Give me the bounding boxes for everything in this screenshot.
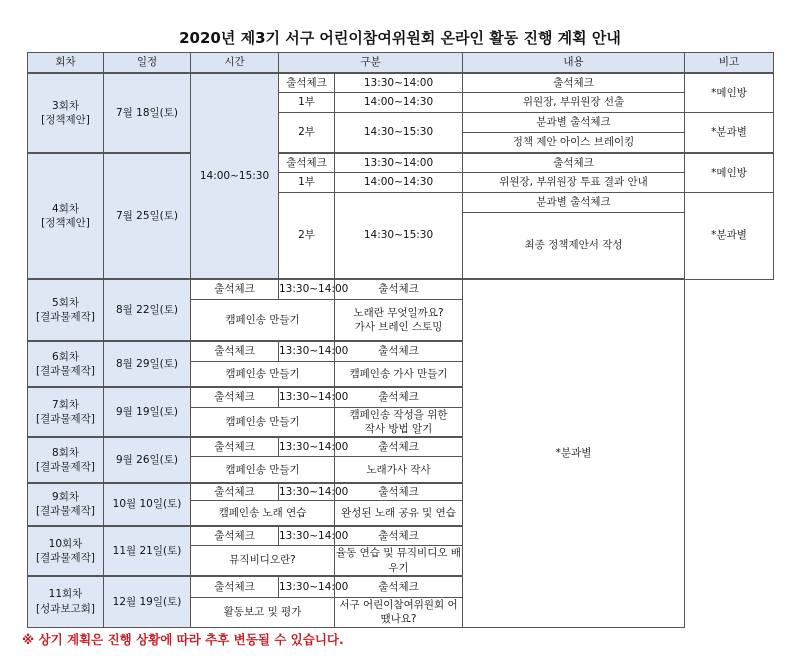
time-range-cell: 13:30~14:00 — [279, 576, 335, 598]
note-cell: *분과별 — [685, 112, 774, 153]
round-cell — [28, 483, 104, 526]
category-cell: 출석체크 — [191, 437, 279, 457]
content-cell: 출석체크 — [463, 73, 685, 92]
time-range-cell: 13:30~14:00 — [279, 341, 335, 361]
round-number: 4회차 — [52, 202, 79, 215]
note-cell: *메인방 — [685, 153, 774, 192]
table-row — [28, 279, 774, 299]
time-range-cell: 13:30~14:00 — [335, 153, 463, 172]
content-line: 서구 어린이참여위원회 어땠나요? — [339, 599, 458, 626]
category-cell: 출석체크 — [191, 483, 279, 501]
header-note: 비고 — [685, 53, 774, 74]
time-range-cell: 14:30~15:30 — [335, 112, 463, 153]
note-cell: *분과별 — [463, 279, 685, 627]
header-time: 시간 — [191, 53, 279, 74]
content-cell: 출석체크 — [335, 387, 463, 407]
content-line: 캠페인송 가사 만들기 — [349, 367, 448, 380]
round-label: [결과물제작] — [36, 460, 95, 473]
round-label: [결과물제작] — [36, 365, 95, 377]
time-range-cell: 13:30~14:00 — [279, 279, 335, 299]
content-line: 완성된 노래 공유 및 연습 — [341, 507, 456, 519]
content-cell — [335, 598, 463, 627]
date-cell: 7월 25일(토) — [104, 153, 191, 279]
schedule-table — [27, 52, 774, 628]
header-date: 일정 — [104, 53, 191, 74]
content-line: 캠페인송 작성을 위한 — [349, 408, 448, 421]
round-label: [결과물제작] — [36, 505, 95, 518]
round-cell — [28, 341, 104, 387]
activity-cell: 뮤직비디오란? — [191, 546, 335, 576]
round-number: 10회차 — [48, 537, 83, 550]
content-cell: 출석체크 — [335, 576, 463, 598]
round-label: [성과보고회] — [36, 602, 95, 615]
time-range-cell: 14:00~14:30 — [335, 172, 463, 192]
round-cell — [28, 73, 104, 153]
table-row — [28, 73, 774, 92]
round-number: 11회차 — [48, 588, 83, 601]
date-cell: 8월 29일(토) — [104, 341, 191, 387]
round-number: 3회차 — [52, 99, 79, 112]
content-line: 노래가사 작사 — [366, 463, 431, 476]
category-cell: 출석체크 — [191, 341, 279, 361]
time-range-cell: 13:30~14:00 — [279, 483, 335, 501]
content-line: 가사 브레인 스토밍 — [354, 320, 443, 333]
round-cell — [28, 576, 104, 627]
content-line: 노래란 무엇일까요? — [353, 306, 444, 319]
content-cell — [335, 407, 463, 437]
content-cell: 출석체크 — [335, 279, 463, 299]
activity-cell: 캠페인송 노래 연습 — [191, 501, 335, 526]
time-range-cell: 14:00~14:30 — [335, 92, 463, 112]
time-range-cell: 14:30~15:30 — [335, 192, 463, 279]
round-number: 7회차 — [52, 398, 79, 411]
content-cell — [335, 501, 463, 526]
time-range-cell: 13:30~14:00 — [279, 526, 335, 546]
content-line: 율동 연습 및 뮤직비디오 배우기 — [336, 547, 461, 574]
table-row — [28, 153, 774, 172]
category-cell: 출석체크 — [279, 153, 335, 172]
category-cell: 출석체크 — [191, 526, 279, 546]
round-number: 9회차 — [52, 491, 79, 504]
round-cell — [28, 387, 104, 437]
content-cell: 출석체크 — [335, 341, 463, 361]
content-cell: 출석체크 — [335, 437, 463, 457]
content-cell: 위원장, 부위원장 투표 결과 안내 — [463, 172, 685, 192]
note-cell: *분과별 — [685, 192, 774, 279]
round-number: 6회차 — [52, 350, 79, 363]
content-cell: 분과별 출석체크 — [463, 192, 685, 212]
category-cell: 2부 — [279, 112, 335, 153]
content-cell: 정책 제안 아이스 브레이킹 — [463, 132, 685, 153]
content-cell: 출석체크 — [335, 526, 463, 546]
header-category: 구분 — [279, 53, 463, 74]
round-cell — [28, 153, 104, 279]
header-content: 내용 — [463, 53, 685, 74]
round-label: [정책제안] — [41, 114, 90, 126]
round-label: [결과물제작] — [36, 551, 95, 564]
content-cell: 출석체크 — [335, 483, 463, 501]
time-range-cell: 13:30~14:00 — [279, 437, 335, 457]
note-cell: *메인방 — [685, 73, 774, 112]
footer-note: ※ 상기 계획은 진행 상황에 따라 추후 변동될 수 있습니다. — [22, 632, 344, 647]
content-cell: 분과별 출석체크 — [463, 112, 685, 132]
activity-cell: 캠페인송 만들기 — [191, 407, 335, 437]
content-cell: 출석체크 — [463, 153, 685, 172]
activity-cell: 캠페인송 만들기 — [191, 361, 335, 387]
content-cell: 최종 정책제안서 작성 — [463, 212, 685, 279]
header-row — [28, 53, 774, 74]
activity-cell: 활동보고 및 평가 — [191, 598, 335, 627]
date-cell: 10월 10일(토) — [104, 483, 191, 526]
time-cell: 14:00~15:30 — [191, 73, 279, 279]
date-cell: 8월 22일(토) — [104, 279, 191, 341]
round-number: 8회차 — [52, 446, 79, 459]
date-cell: 12월 19일(토) — [104, 576, 191, 627]
content-cell — [335, 361, 463, 387]
round-cell — [28, 437, 104, 483]
round-label: [결과물제작] — [36, 412, 95, 425]
category-cell: 1부 — [279, 172, 335, 192]
header-round: 회차 — [28, 53, 104, 74]
category-cell: 출석체크 — [279, 73, 335, 92]
round-number: 5회차 — [52, 296, 79, 309]
category-cell: 출석체크 — [191, 387, 279, 407]
round-cell — [28, 279, 104, 341]
round-label: [결과물제작] — [36, 311, 95, 323]
content-cell — [335, 546, 463, 576]
content-cell: 위원장, 부위원장 선출 — [463, 92, 685, 112]
category-cell: 2부 — [279, 192, 335, 279]
activity-cell: 캠페인송 만들기 — [191, 457, 335, 483]
round-cell — [28, 526, 104, 576]
activity-cell: 캠페인송 만들기 — [191, 299, 335, 341]
date-cell: 9월 26일(토) — [104, 437, 191, 483]
category-cell: 1부 — [279, 92, 335, 112]
category-cell: 출석체크 — [191, 279, 279, 299]
time-range-cell: 13:30~14:00 — [279, 387, 335, 407]
round-label: [정책제안] — [41, 217, 90, 229]
date-cell: 11월 21일(토) — [104, 526, 191, 576]
date-cell: 9월 19일(토) — [104, 387, 191, 437]
content-cell — [335, 457, 463, 483]
content-line: 작사 방법 알기 — [364, 422, 433, 435]
content-cell — [335, 299, 463, 341]
date-cell: 7월 18일(토) — [104, 73, 191, 153]
page-title: 2020년 제3기 서구 어린이참여위원회 온라인 활동 진행 계획 안내 — [179, 29, 621, 47]
category-cell: 출석체크 — [191, 576, 279, 598]
time-range-cell: 13:30~14:00 — [335, 73, 463, 92]
